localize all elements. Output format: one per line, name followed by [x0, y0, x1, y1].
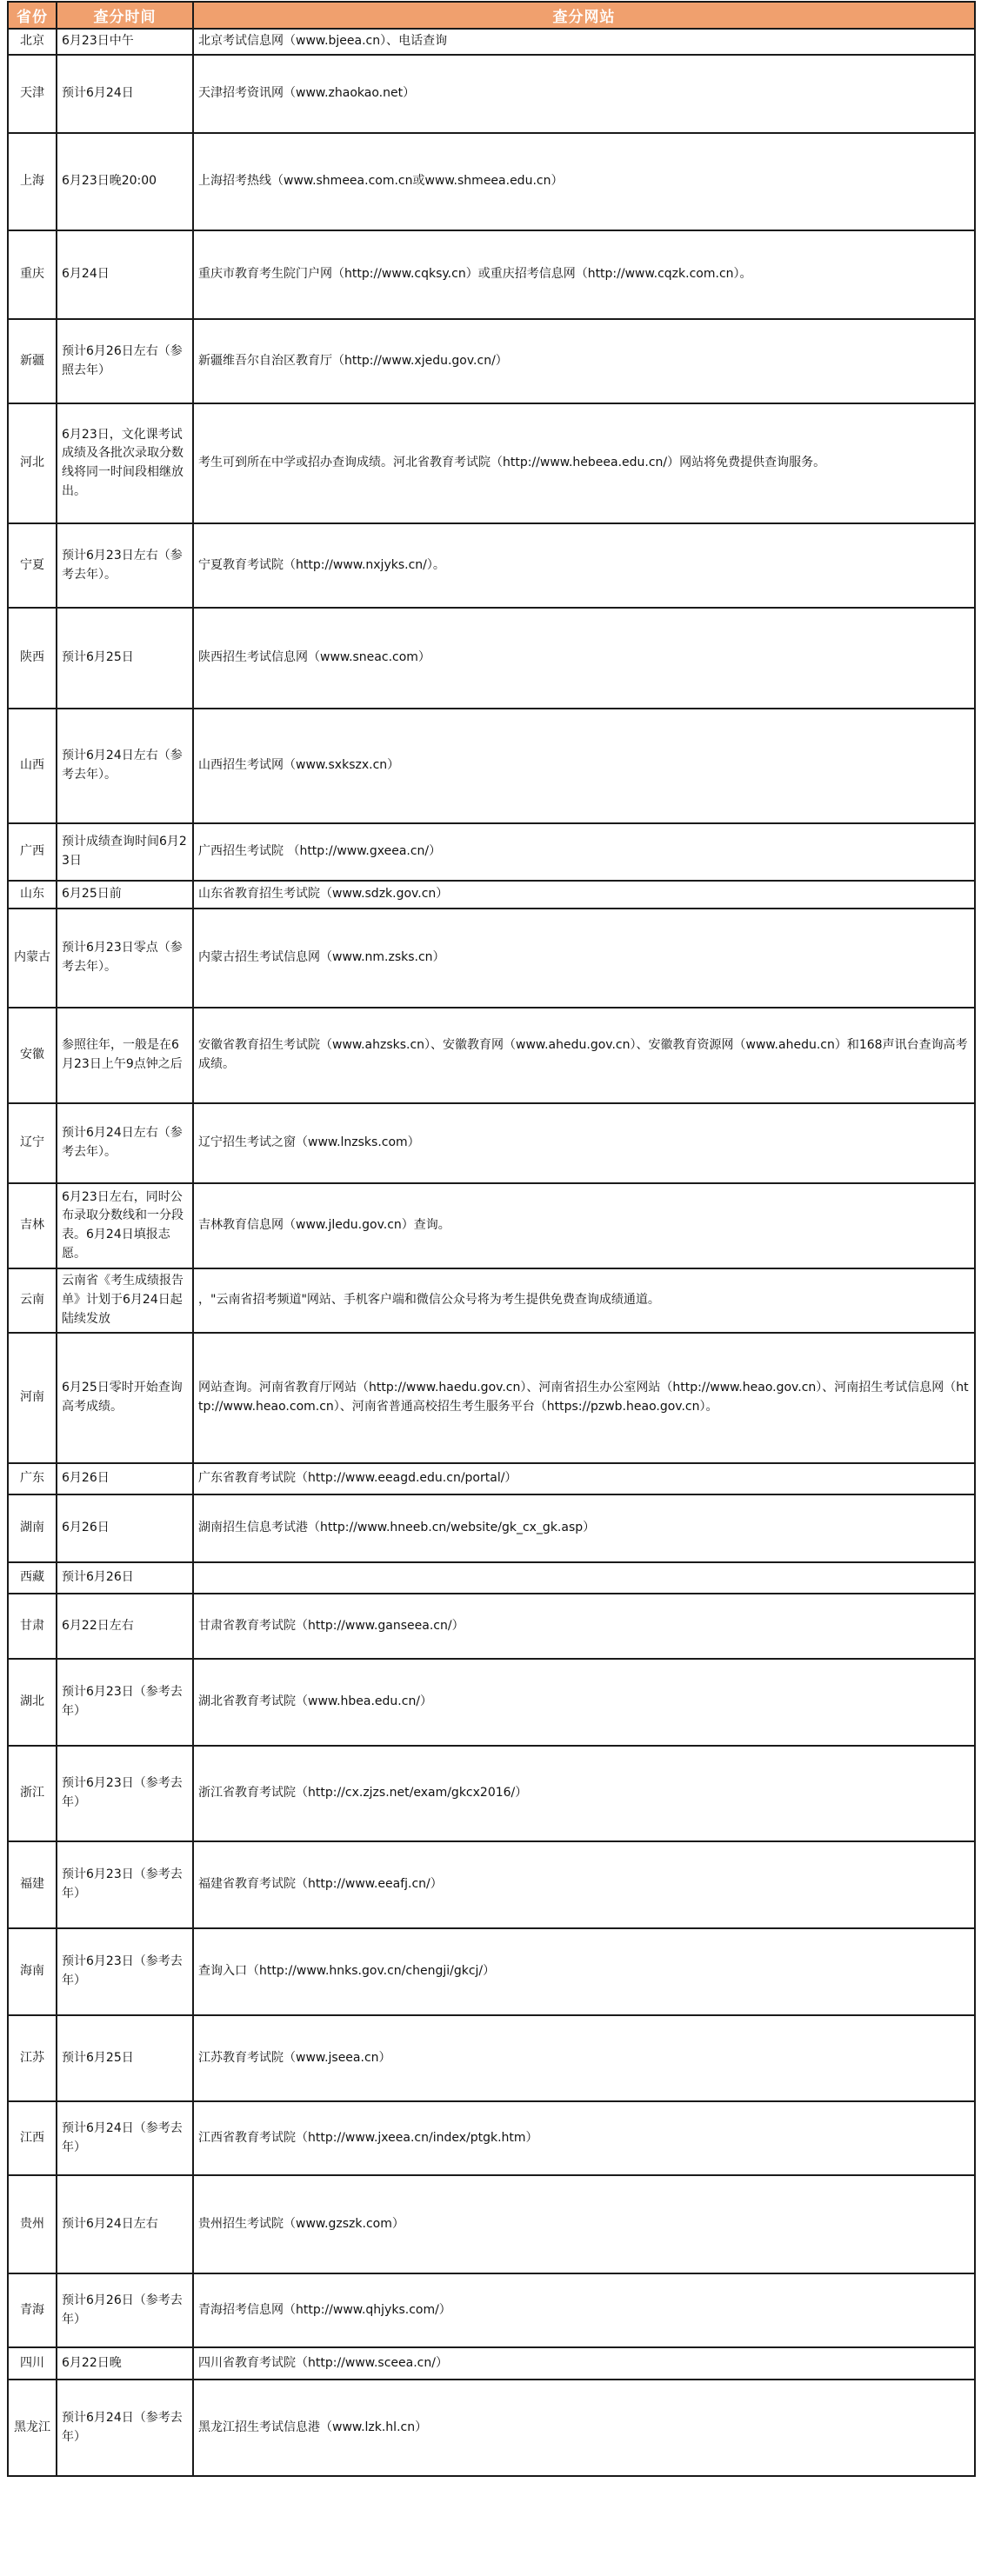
province-cell: 河北 — [8, 403, 57, 523]
site-cell: 北京考试信息网（www.bjeea.cn）、电话查询 — [193, 29, 975, 55]
province-cell: 江苏 — [8, 2015, 57, 2101]
site-cell: 内蒙古招生考试信息网（www.nm.zsks.cn） — [193, 909, 975, 1008]
table-row — [8, 881, 975, 909]
table-row — [8, 2380, 975, 2476]
province-cell: 内蒙古 — [8, 909, 57, 1008]
table-row — [8, 2273, 975, 2347]
province-cell: 上海 — [8, 133, 57, 230]
province-cell: 吉林 — [8, 1183, 57, 1268]
time-cell: 6月25日前 — [57, 881, 193, 909]
province-cell: 贵州 — [8, 2175, 57, 2273]
province-cell: 陕西 — [8, 608, 57, 709]
time-cell: 预计6月24日（参考去年） — [57, 2380, 193, 2476]
time-cell: 6月25日零时开始查询高考成绩。 — [57, 1333, 193, 1463]
table-row — [8, 403, 975, 523]
table-row — [8, 1594, 975, 1659]
time-cell: 预计6月26日左右（参照去年） — [57, 319, 193, 403]
table-row — [8, 523, 975, 608]
site-cell: 新疆维吾尔自治区教育厅（http://www.xjedu.gov.cn/） — [193, 319, 975, 403]
time-cell: 预计6月24日（参考去年） — [57, 2101, 193, 2175]
site-cell: 江西省教育考试院（http://www.jxeea.cn/index/ptgk.htm） — [193, 2101, 975, 2175]
site-cell: 考生可到所在中学或招办查询成绩。河北省教育考试院（http://www.hebeea.edu.cn/）网站将免费提供查询服务。 — [193, 403, 975, 523]
province-cell: 四川 — [8, 2347, 57, 2380]
table-row — [8, 230, 975, 319]
province-cell: 重庆 — [8, 230, 57, 319]
site-cell: 四川省教育考试院（http://www.sceea.cn/） — [193, 2347, 975, 2380]
site-cell — [193, 1562, 975, 1594]
table-row — [8, 909, 975, 1008]
time-cell: 预计成绩查询时间6月23日 — [57, 823, 193, 881]
score-query-table — [7, 1, 976, 2477]
time-cell: 预计6月23日（参考去年） — [57, 1928, 193, 2015]
province-cell: 山东 — [8, 881, 57, 909]
header-site: 查分网站 — [193, 2, 975, 29]
table-row — [8, 608, 975, 709]
site-cell: 查询入口（http://www.hnks.gov.cn/chengji/gkcj/） — [193, 1928, 975, 2015]
site-cell: 陕西招生考试信息网（www.sneac.com） — [193, 608, 975, 709]
time-cell: 预计6月25日 — [57, 608, 193, 709]
province-cell: 黑龙江 — [8, 2380, 57, 2476]
site-cell: 上海招考热线（www.shmeea.com.cn或www.shmeea.edu.cn） — [193, 133, 975, 230]
table-row — [8, 29, 975, 55]
time-cell: 6月23日晚20:00 — [57, 133, 193, 230]
site-cell: 黑龙江招生考试信息港（www.lzk.hl.cn） — [193, 2380, 975, 2476]
site-cell: 安徽省教育招生考试院（www.ahzsks.cn）、安徽教育网（www.ahedu.gov.cn）、安徽教育资源网（www.ahedu.cn）和168声讯台查询高考成绩。 — [193, 1008, 975, 1103]
table-row — [8, 1659, 975, 1746]
site-cell: 湖北省教育考试院（www.hbea.edu.cn/） — [193, 1659, 975, 1746]
time-cell: 预计6月24日左右 — [57, 2175, 193, 2273]
site-cell: 江苏教育考试院（www.jseea.cn） — [193, 2015, 975, 2101]
table-row — [8, 1928, 975, 2015]
province-cell: 福建 — [8, 1841, 57, 1928]
province-cell: 北京 — [8, 29, 57, 55]
site-cell: 贵州招生考试院（www.gzszk.com） — [193, 2175, 975, 2273]
time-cell: 6月26日 — [57, 1494, 193, 1562]
table-row — [8, 2347, 975, 2380]
site-cell: 福建省教育考试院（http://www.eeafj.cn/） — [193, 1841, 975, 1928]
table-header — [8, 2, 975, 29]
province-cell: 青海 — [8, 2273, 57, 2347]
site-cell: 湖南招生信息考试港（http://www.hneeb.cn/website/gk_cx_gk.asp） — [193, 1494, 975, 1562]
province-cell: 广西 — [8, 823, 57, 881]
province-cell: 甘肃 — [8, 1594, 57, 1659]
site-cell: 网站查询。河南省教育厅网站（http://www.haedu.gov.cn）、河南省招生办公室网站（http://www.heao.gov.cn）、河南招生考试信息网（http://www.heao.com.cn）、河南省普通高校招生考生服务平台（https://pzwb.heao.gov.cn）。 — [193, 1333, 975, 1463]
time-cell: 预计6月24日左右（参考去年）。 — [57, 1103, 193, 1183]
table-row — [8, 1841, 975, 1928]
time-cell: 6月23日左右，同时公布录取分数线和一分段表。6月24日填报志愿。 — [57, 1183, 193, 1268]
time-cell: 6月23日中午 — [57, 29, 193, 55]
table-row — [8, 1008, 975, 1103]
province-cell: 天津 — [8, 55, 57, 133]
time-cell: 预计6月25日 — [57, 2015, 193, 2101]
table-row — [8, 1183, 975, 1268]
province-cell: 江西 — [8, 2101, 57, 2175]
time-cell: 6月22日左右 — [57, 1594, 193, 1659]
time-cell: 6月23日，文化课考试成绩及各批次录取分数线将同一时间段相继放出。 — [57, 403, 193, 523]
time-cell: 预计6月23日左右（参考去年）。 — [57, 523, 193, 608]
province-cell: 河南 — [8, 1333, 57, 1463]
province-cell: 湖南 — [8, 1494, 57, 1562]
province-cell: 安徽 — [8, 1008, 57, 1103]
time-cell: 预计6月23日（参考去年） — [57, 1841, 193, 1928]
table-row — [8, 133, 975, 230]
table-body — [8, 29, 975, 2476]
site-cell: 天津招考资讯网（www.zhaokao.net） — [193, 55, 975, 133]
time-cell: 6月22日晚 — [57, 2347, 193, 2380]
header-row — [8, 2, 975, 29]
site-cell: 吉林教育信息网（www.jledu.gov.cn）查询。 — [193, 1183, 975, 1268]
province-cell: 辽宁 — [8, 1103, 57, 1183]
province-cell: 浙江 — [8, 1746, 57, 1841]
site-cell: 山东省教育招生考试院（www.sdzk.gov.cn） — [193, 881, 975, 909]
time-cell: 6月24日 — [57, 230, 193, 319]
site-cell: 辽宁招生考试之窗（www.lnzsks.com） — [193, 1103, 975, 1183]
time-cell: 预计6月23日（参考去年） — [57, 1746, 193, 1841]
table-row — [8, 1463, 975, 1494]
table-row — [8, 2015, 975, 2101]
province-cell: 海南 — [8, 1928, 57, 2015]
province-cell: 广东 — [8, 1463, 57, 1494]
table-row — [8, 1494, 975, 1562]
site-cell: 山西招生考试网（www.sxkszx.cn） — [193, 709, 975, 823]
table-row — [8, 1746, 975, 1841]
province-cell: 新疆 — [8, 319, 57, 403]
time-cell: 预计6月26日 — [57, 1562, 193, 1594]
time-cell: 预计6月23日（参考去年） — [57, 1659, 193, 1746]
table-row — [8, 55, 975, 133]
site-cell: 宁夏教育考试院（http://www.nxjyks.cn/）。 — [193, 523, 975, 608]
province-cell: 云南 — [8, 1268, 57, 1333]
time-cell: 预计6月26日（参考去年） — [57, 2273, 193, 2347]
time-cell: 参照往年，一般是在6月23日上午9点钟之后 — [57, 1008, 193, 1103]
province-cell: 西藏 — [8, 1562, 57, 1594]
province-cell: 山西 — [8, 709, 57, 823]
table-row — [8, 1268, 975, 1333]
site-cell: 广西招生考试院 （http://www.gxeea.cn/） — [193, 823, 975, 881]
province-cell: 宁夏 — [8, 523, 57, 608]
site-cell: 青海招考信息网（http://www.qhjyks.com/） — [193, 2273, 975, 2347]
table-row — [8, 1333, 975, 1463]
time-cell: 云南省《考生成绩报告单》计划于6月24日起陆续发放 — [57, 1268, 193, 1333]
site-cell: 重庆市教育考生院门户网（http://www.cqksy.cn）或重庆招考信息网（http://www.cqzk.com.cn）。 — [193, 230, 975, 319]
site-cell: 广东省教育考试院（http://www.eeagd.edu.cn/portal/） — [193, 1463, 975, 1494]
table-row — [8, 709, 975, 823]
time-cell: 预计6月24日左右（参考去年）。 — [57, 709, 193, 823]
time-cell: 6月26日 — [57, 1463, 193, 1494]
header-time: 查分时间 — [57, 2, 193, 29]
time-cell: 预计6月24日 — [57, 55, 193, 133]
time-cell: 预计6月23日零点（参考去年）。 — [57, 909, 193, 1008]
province-cell: 湖北 — [8, 1659, 57, 1746]
site-cell: 浙江省教育考试院（http://cx.zjzs.net/exam/gkcx2016/） — [193, 1746, 975, 1841]
table-row — [8, 1562, 975, 1594]
table-row — [8, 2175, 975, 2273]
site-cell: 甘肃省教育考试院（http://www.ganseea.cn/） — [193, 1594, 975, 1659]
table-row — [8, 1103, 975, 1183]
header-province: 省份 — [8, 2, 57, 29]
table-row — [8, 2101, 975, 2175]
site-cell: ，"云南省招考频道"网站、手机客户端和微信公众号将为考生提供免费查询成绩通道。 — [193, 1268, 975, 1333]
table-row — [8, 823, 975, 881]
table-row — [8, 319, 975, 403]
